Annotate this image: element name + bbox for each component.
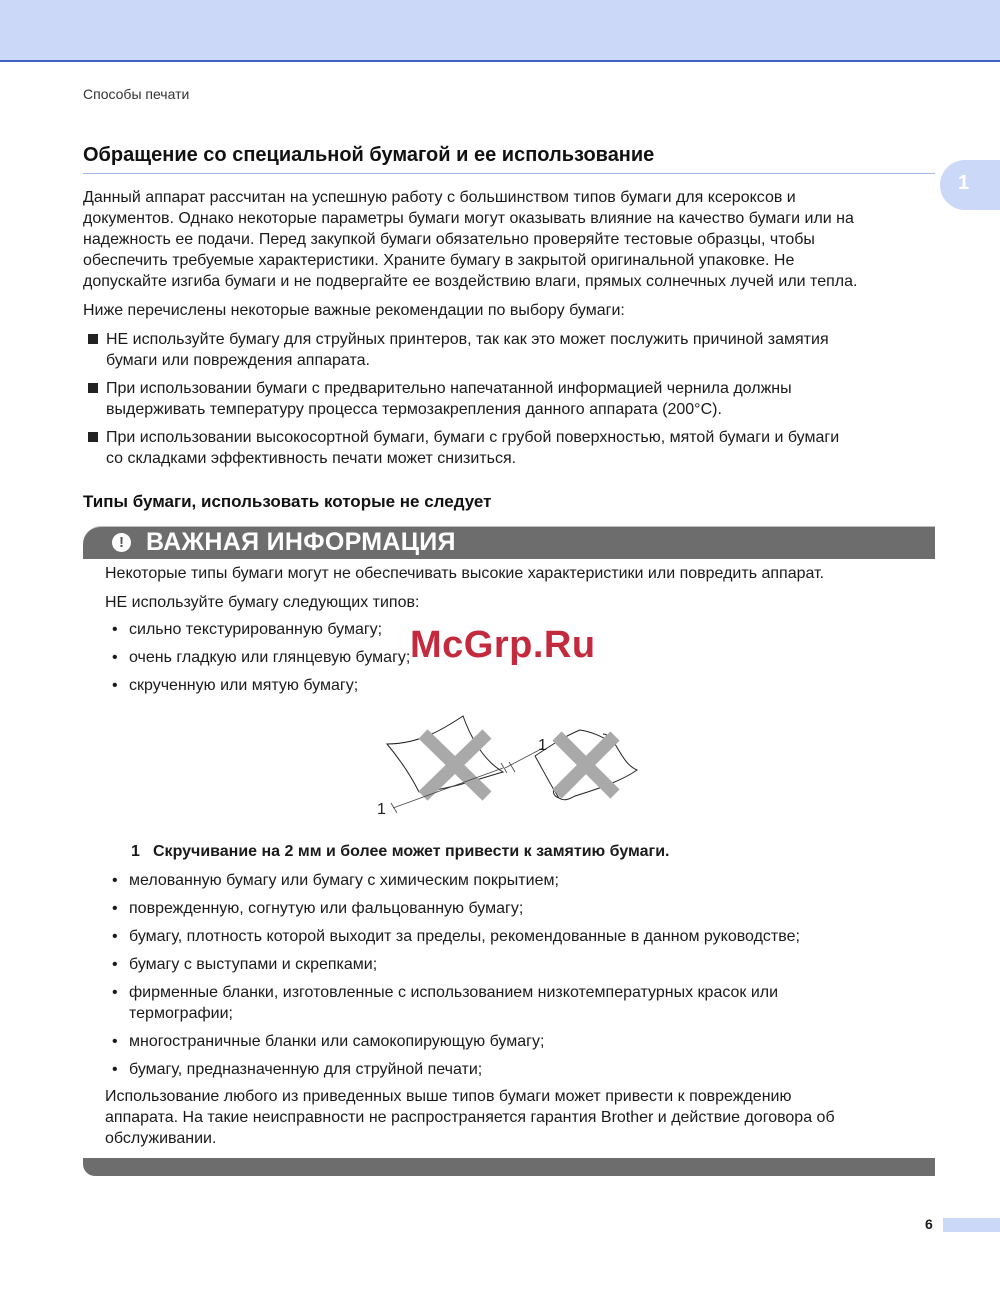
figure-caption	[131, 843, 669, 861]
bullet-icon: •	[112, 872, 118, 889]
important-line: НЕ используйте бумагу следующих типов:	[105, 594, 420, 611]
bullet-icon: •	[112, 1061, 118, 1078]
list-item-text: бумагу с выступами и скрепками;	[129, 956, 378, 973]
list-item	[112, 982, 942, 1024]
closing-line: обслуживании.	[105, 1130, 217, 1147]
list-item-text: бумагу, плотность которой выходит за пределы, рекомендованные в данном руководстве;	[129, 928, 800, 945]
recommendations-lead: Ниже перечислены некоторые важные рекомендации по выбору бумаги:	[83, 302, 625, 319]
intro-line: обеспечить требуемые характеристики. Храните бумагу в закрытой оригинальной упаковке. Не	[83, 252, 795, 269]
list-item-text: термографии;	[129, 1005, 233, 1022]
bullet-line: При использовании высокосортной бумаги, бумаги с грубой поверхностью, мятой бумаги и бумаги	[106, 429, 840, 446]
intro-line: документов. Однако некоторые параметры бумаги могут оказывать влияние на качество бумаги или на	[83, 210, 854, 227]
list-item-text: очень гладкую или глянцевую бумагу;	[129, 649, 411, 666]
bullet-icon: •	[112, 900, 118, 917]
list-item	[112, 1031, 942, 1052]
recommendations-list	[88, 329, 948, 476]
watermark: McGrp.Ru	[410, 624, 596, 666]
list-item	[88, 427, 948, 469]
chapter-number: 1	[958, 172, 970, 194]
curled-paper-illustration	[375, 710, 655, 822]
list-item	[88, 378, 948, 420]
list-item	[112, 926, 942, 947]
square-bullet-icon	[88, 383, 98, 393]
bullet-icon: •	[112, 1033, 118, 1050]
square-bullet-icon	[88, 432, 98, 442]
list-item-text: скрученную или мятую бумагу;	[129, 677, 359, 694]
intro-line: допускайте изгиба бумаги и не подвергайте ее воздействию влаги, прямых солнечных лучей или тепла.	[83, 273, 858, 290]
caption-text: Скручивание на 2 мм и более может привести к замятию бумаги.	[153, 843, 670, 860]
bullet-icon: •	[112, 956, 118, 973]
list-item	[88, 329, 948, 371]
important-line: Некоторые типы бумаги могут не обеспечивать высокие характеристики или повредить аппарат.	[105, 565, 825, 582]
figure-label: 1	[538, 737, 547, 754]
bullet-line: При использовании бумаги с предварительно напечатанной информацией чернила должны	[106, 380, 792, 397]
bullet-icon: •	[112, 621, 118, 638]
page-number: 6	[925, 1216, 933, 1232]
list-item	[112, 1059, 942, 1080]
list-item	[112, 870, 942, 891]
list-item-text: поврежденную, согнутую или фальцованную бумагу;	[129, 900, 524, 917]
figure-label: 1	[377, 801, 386, 818]
list-item	[112, 954, 942, 975]
page-tab	[943, 1218, 1000, 1232]
bullet-icon: •	[112, 677, 118, 694]
closing-line: Использование любого из приведенных выше типов бумаги может привести к повреждению	[105, 1088, 792, 1105]
important-bottom-bar	[83, 1158, 935, 1176]
bullet-line: выдерживать температуру процесса термозакрепления данного аппарата (200°C).	[106, 401, 722, 418]
section-title: Обращение со специальной бумагой и ее использование	[83, 144, 935, 174]
list-item-text: фирменные бланки, изготовленные с использованием низкотемпературных красок или	[129, 984, 779, 1001]
bullet-line: со складками эффективность печати может снизиться.	[106, 450, 517, 467]
list-item-text: многостраничные бланки или самокопирующую бумагу;	[129, 1033, 545, 1050]
bullet-icon: •	[112, 928, 118, 945]
chapter-tab	[940, 160, 1000, 210]
list-item-text: сильно текстурированную бумагу;	[129, 621, 383, 638]
list-item-text: мелованную бумагу или бумагу с химическим покрытием;	[129, 872, 559, 889]
intro-line: Данный аппарат рассчитан на успешную работу с большинством типов бумаги для ксероксов и	[83, 189, 796, 206]
bullet-icon: •	[112, 984, 118, 1001]
subsection-title: Типы бумаги, использовать которые не следует	[83, 492, 492, 511]
important-title: ВАЖНАЯ ИНФОРМАЦИЯ	[146, 528, 456, 556]
header-band	[0, 0, 1000, 62]
breadcrumb: Способы печати	[83, 86, 190, 102]
list-item	[112, 898, 942, 919]
bullet-line: бумаги или повреждения аппарата.	[106, 352, 370, 369]
caption-number: 1	[131, 843, 140, 860]
square-bullet-icon	[88, 334, 98, 344]
intro-line: надежность ее подачи. Перед закупкой бумаги обязательно проверяйте тестовые образцы, чтобы	[83, 231, 815, 248]
list-item-text: бумагу, предназначенную для струйной печати;	[129, 1061, 483, 1078]
avoid-list-bottom	[112, 870, 942, 1087]
closing-line: аппарата. На такие неисправности не распространяется гарантия Brother и действие договора об	[105, 1109, 835, 1126]
bullet-line: НЕ используйте бумагу для струйных принтеров, так как это может послужить причиной замятия	[106, 331, 829, 348]
exclamation-icon: !	[112, 533, 131, 552]
bullet-icon: •	[112, 649, 118, 666]
list-item	[112, 675, 942, 696]
